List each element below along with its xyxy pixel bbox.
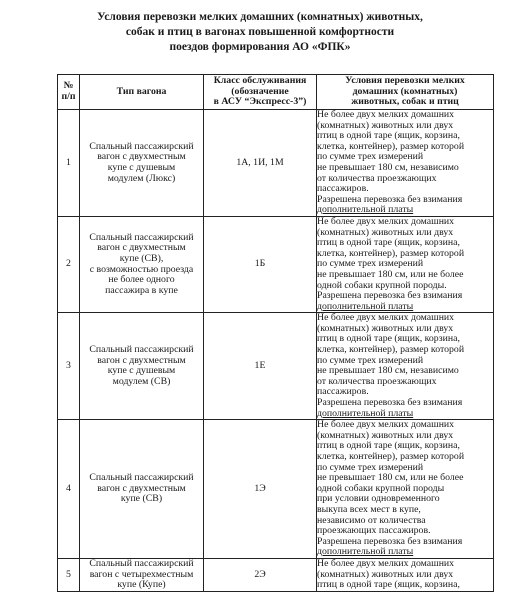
conditions-line: клетка, контейнер), размер которой	[317, 140, 465, 152]
conditions-line: клетка, контейнер), размер которой	[317, 247, 465, 259]
conditions-line: Не более двух мелких домашних	[317, 312, 455, 324]
header-num-line: п/п	[61, 91, 76, 102]
conditions-line: от количества проезжающих	[317, 172, 437, 184]
title-line-2: собак и птиц в вагонах повышенной комфортности	[125, 26, 395, 38]
header-class-line: Класс обслуживания	[213, 75, 307, 87]
conditions-line: проезжающих пассажиров.	[317, 525, 431, 537]
conditions-cell	[317, 110, 494, 217]
header-num	[58, 75, 80, 110]
table-row	[58, 420, 494, 559]
service-class-cell: 1Б	[204, 216, 317, 312]
conditions-line: выкупа всех мест в купе,	[317, 503, 421, 515]
conditions-line: Разрешена перевозка без взимания	[317, 193, 463, 205]
car-type-line: купе (СВ)	[120, 493, 163, 505]
car-type-line: Спальный пассажирский	[89, 344, 194, 356]
header-class-line: (обозначение	[231, 85, 289, 97]
car-type-line: купе (СВ),	[119, 253, 164, 265]
header-conditions-line: животных, собак и птиц	[351, 96, 459, 108]
car-type-line: вагон с двухместным	[97, 151, 186, 163]
conditions-line: (комнатных) животных или двух	[317, 429, 454, 441]
conditions-line: от количества проезжающих	[317, 375, 437, 387]
title-line-3: поездов формирования АО «ФПК»	[169, 41, 351, 53]
header-car-type: Тип вагона	[80, 75, 204, 110]
conditions-line: Не более двух мелких домашних	[317, 109, 455, 120]
row-number: 5	[58, 558, 80, 591]
car-type-line: пассажира в купе	[105, 284, 178, 296]
car-type-line: Спальный пассажирский	[89, 472, 194, 484]
conditions-line: Разрешена перевозка без взимания	[317, 535, 463, 547]
car-type-line: вагон с двухместным	[97, 482, 186, 494]
table-row	[58, 558, 494, 591]
conditions-line: дополнительной платы	[317, 546, 414, 558]
conditions-line: пассажиров.	[317, 183, 369, 195]
conditions-line: Не более двух мелких домашних	[317, 215, 455, 227]
row-number: 3	[58, 313, 80, 420]
conditions-line: клетка, контейнер), размер которой	[317, 344, 465, 356]
conditions-line: пассажиров.	[317, 386, 369, 398]
conditions-line: не превышает 180 см, независимо	[317, 161, 459, 173]
car-type-line: купе с душевым	[107, 365, 176, 377]
conditions-cell	[317, 216, 494, 312]
table-header-row	[58, 75, 494, 110]
conditions-line: не превышает 180 см, или не более	[317, 268, 464, 280]
conditions-line: (комнатных) животных или двух	[317, 226, 454, 238]
service-class-cell: 1Е	[204, 313, 317, 420]
header-class-line: в АСУ “Экспресс-3”)	[213, 96, 307, 108]
car-type-line: Спальный пассажирский	[89, 557, 194, 569]
conditions-line: птиц в одной таре (ящик, корзина,	[317, 237, 460, 249]
car-type-line: модулем (СВ)	[112, 375, 171, 387]
header-service-class	[204, 75, 317, 110]
car-type-line: Спальный пассажирский	[89, 231, 194, 243]
transport-conditions-table	[57, 74, 494, 592]
conditions-line: птиц в одной таре (ящик, корзина,	[317, 440, 460, 452]
conditions-line: по сумме трех измерений	[317, 461, 424, 473]
conditions-line: (комнатных) животных или двух	[317, 322, 454, 334]
row-number: 2	[58, 216, 80, 312]
car-type-line: купе (Купе)	[117, 579, 166, 591]
car-type-line: вагон с четырехместным	[89, 568, 194, 580]
conditions-line: одной собаки крупной породы	[317, 482, 445, 494]
table-row	[58, 110, 494, 217]
header-num-line: №	[63, 80, 74, 92]
conditions-line: по сумме трех измерений	[317, 354, 424, 366]
conditions-line: (комнатных) животных или двух	[317, 119, 454, 131]
conditions-line: Не более двух мелких домашних	[317, 557, 455, 569]
conditions-line: (комнатных) животных или двух	[317, 568, 454, 580]
row-number: 4	[58, 420, 80, 559]
conditions-line: Не более двух мелких домашних	[317, 419, 455, 431]
conditions-line: не превышает 180 см, или не более	[317, 472, 464, 484]
car-type-line: модулем (Люкс)	[107, 172, 176, 184]
car-type-line: с возможностью проезда	[89, 263, 194, 275]
conditions-line: по сумме трех измерений	[317, 151, 424, 163]
conditions-cell	[317, 558, 494, 591]
table-body	[58, 110, 494, 592]
header-conditions	[317, 75, 494, 110]
car-type-line: не более одного	[108, 274, 175, 286]
car-type-line: Спальный пассажирский	[89, 140, 194, 152]
conditions-line: одной собаки крупной породы.	[317, 279, 447, 291]
conditions-line: дополнительной платы	[317, 204, 414, 216]
service-class-cell: 1Э	[204, 420, 317, 559]
conditions-line: не превышает 180 см, независимо	[317, 365, 459, 377]
service-class-cell: 2Э	[204, 558, 317, 591]
service-class-cell: 1А, 1И, 1М	[204, 110, 317, 217]
car-type-cell	[80, 420, 204, 559]
conditions-cell	[317, 420, 494, 559]
header-conditions-line: Условия перевозки мелких	[345, 75, 465, 87]
conditions-line: птиц в одной таре (ящик, корзина,	[317, 579, 460, 591]
document-title	[60, 10, 460, 55]
conditions-line: независимо от количества	[317, 514, 426, 526]
conditions-line: птиц в одной таре (ящик, корзина,	[317, 130, 460, 142]
conditions-line: Разрешена перевозка без взимания	[317, 290, 463, 302]
conditions-line: клетка, контейнер), размер которой	[317, 451, 465, 462]
car-type-line: вагон с двухместным	[97, 354, 186, 366]
car-type-cell	[80, 558, 204, 591]
conditions-line: птиц в одной таре (ящик, корзина,	[317, 333, 460, 345]
row-number: 1	[58, 110, 80, 217]
car-type-cell	[80, 313, 204, 420]
conditions-cell	[317, 313, 494, 420]
car-type-line: вагон с двухместным	[97, 242, 186, 254]
conditions-line: дополнительной платы	[317, 300, 414, 312]
conditions-line: дополнительной платы	[317, 407, 414, 419]
table-row	[58, 216, 494, 312]
car-type-cell	[80, 110, 204, 217]
conditions-line: при условии одновременного	[317, 493, 440, 505]
header-conditions-line: домашних (комнатных)	[352, 85, 458, 97]
car-type-cell	[80, 216, 204, 312]
title-line-1: Условия перевозки мелких домашних (комнатных) животных,	[97, 11, 423, 23]
table-row	[58, 313, 494, 420]
conditions-line: по сумме трех измерений	[317, 258, 424, 270]
car-type-line: купе с душевым	[107, 161, 176, 173]
conditions-line: Разрешена перевозка без взимания	[317, 397, 463, 409]
